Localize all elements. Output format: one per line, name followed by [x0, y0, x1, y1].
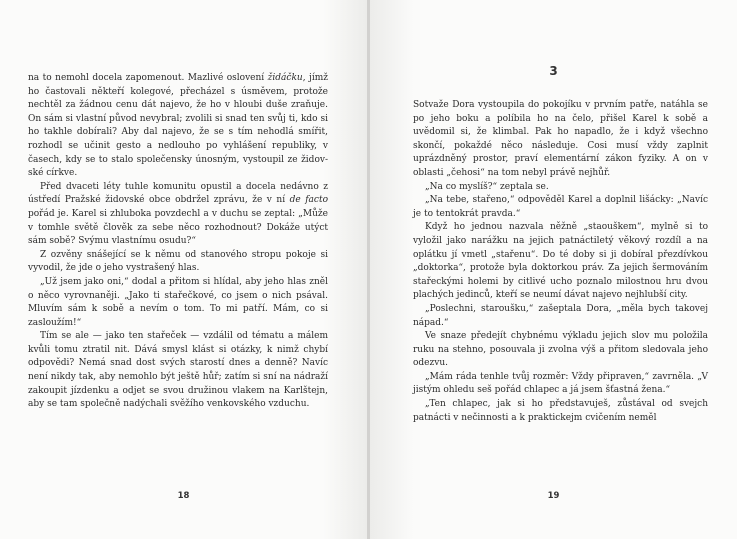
left-page-text — [28, 72, 328, 412]
page-number-left: 18 — [177, 491, 190, 501]
right-page-paragraph: „Na tebe, stařeno,“ odpověděl Karel a doplnil lišácky: „Navíc je to tentokrát pravda.“ — [413, 195, 708, 219]
right-page-paragraph: „Na co myslíš?“ zeptala se. — [425, 181, 549, 192]
right-page-paragraph: „Mám ráda tenhle tvůj rozměr: Vždy připraven,“ zavrněla. „V jistým ohledu seš pořád chlapec a já jsem šťastná žena.“ — [413, 371, 708, 396]
right-page-paragraph: Když ho jednou nazvala něžně „staouškem“, mylně si to vyložil jako narážku na jejich patnáctiletý věkový rozdíl a na oplátku jí vmetl „stařenu“. Do té doby si ji dobíral přezdívkou „doktorka“, protože byla doktorkou práv. Za jejich šermováním stařeckými holemi by citlivé ucho poznalo milostnou hru dvou plachých jedinců, kteří se neumí dávat najevo nejhlubší city. — [413, 222, 708, 301]
left-page — [0, 0, 367, 539]
right-page-paragraph: „Poslechni, staroušku,“ zašeptala Dora, „měla bych takovej nápad.“ — [413, 303, 708, 328]
chapter-number: 3 — [549, 64, 558, 78]
left-page-paragraph: Z ozvěny snášející se k němu od stanového stropu pokoje si vyvodil, že jde o jeho vystrašený hlas. — [28, 249, 328, 274]
right-page — [370, 0, 737, 539]
left-page-paragraph: na to nemohl docela zapomenout. Mazlivé oslovení židáčku, jímž ho častovali někteří kolegové, přecházel s úsměvem, protože nechtěl za žádnou cenu dát najevo, že ho v hloubi duše zraňuje. On sám si vlastní původ nevybral; zvolili si snad ten svůj ti, kdo si ho takhle dobírali? Aby dal najevo, že se s tím nehodlá smířit, rozhodl se učinit gesto a nedlouho po vyhlášení republiky, v časech, kdy se to stalo společensky únosným, vystoupil ze židovské církve. — [28, 73, 329, 179]
page-number-right: 19 — [547, 491, 560, 501]
right-page-text — [413, 99, 708, 425]
right-page-paragraph: „Ten chlapec, jak si ho představuješ, zůstával od svejch patnácti v nečinnosti a k praktickejm cvičením neměl — [413, 399, 708, 423]
left-page-paragraph: Tím se ale — jako ten stařeček — vzdálil od tématu a málem kvůli tomu ztratil nit. Dává smysl klást si otázky, k nimž chybí odpovědi? Nemá snad dost svých starostí dnes a denně? Navíc není nikdy tak, aby nemohlo být ještě hůř; zatím si sní na nádraží zakoupit jízdenku a odjet se svou družinou vlakem na Karlštejn, aby se tam společně nadýchali svěžího venkovského vzduchu. — [28, 331, 328, 410]
left-page-paragraph: Před dvaceti léty tuhle komunitu opustil a docela nedávno z ústředí Pražské židovské obce obdržel zprávu, že v ní de facto pořád je. Karel si zhluboka povzdechl a v duchu se zeptal: „Může v tomhle světě člověk za sebe něco rozhodnout? Dokáže utýct sám sobě? Svýmu vlastnímu osudu?“ — [28, 181, 328, 247]
right-page-paragraph: Sotvaže Dora vystoupila do pokojíku v prvním patře, natáhla se po jeho boku a políbila ho na čelo, přišel Karel k sobě a uvědomil si, že klimbal. Pak ho napadlo, že i když všechno skončí, pokaždé něco následuje. Cosi musí vždy zaplnit uprázdněný prostor, praví elementární zákon fyziky. A on v oblasti „čehosi“ na tom nebyl právě nejhůř. — [413, 100, 708, 178]
left-page-paragraph: „Už jsem jako oni,“ dodal a přitom si hlídal, aby jeho hlas zněl o něco vyrovnaněji. „Jako ti stařečkové, co jsem o nich psával. Mluvím sám k sobě a nevím o tom. To mi patří. Mám, co si zasloužím!“ — [28, 276, 328, 328]
right-page-paragraph: Ve snaze předejít chybnému výkladu jejich slov mu položila ruku na stehno, posouvala ji zvolna výš a přitom sledovala jeho odezvu. — [413, 331, 708, 369]
